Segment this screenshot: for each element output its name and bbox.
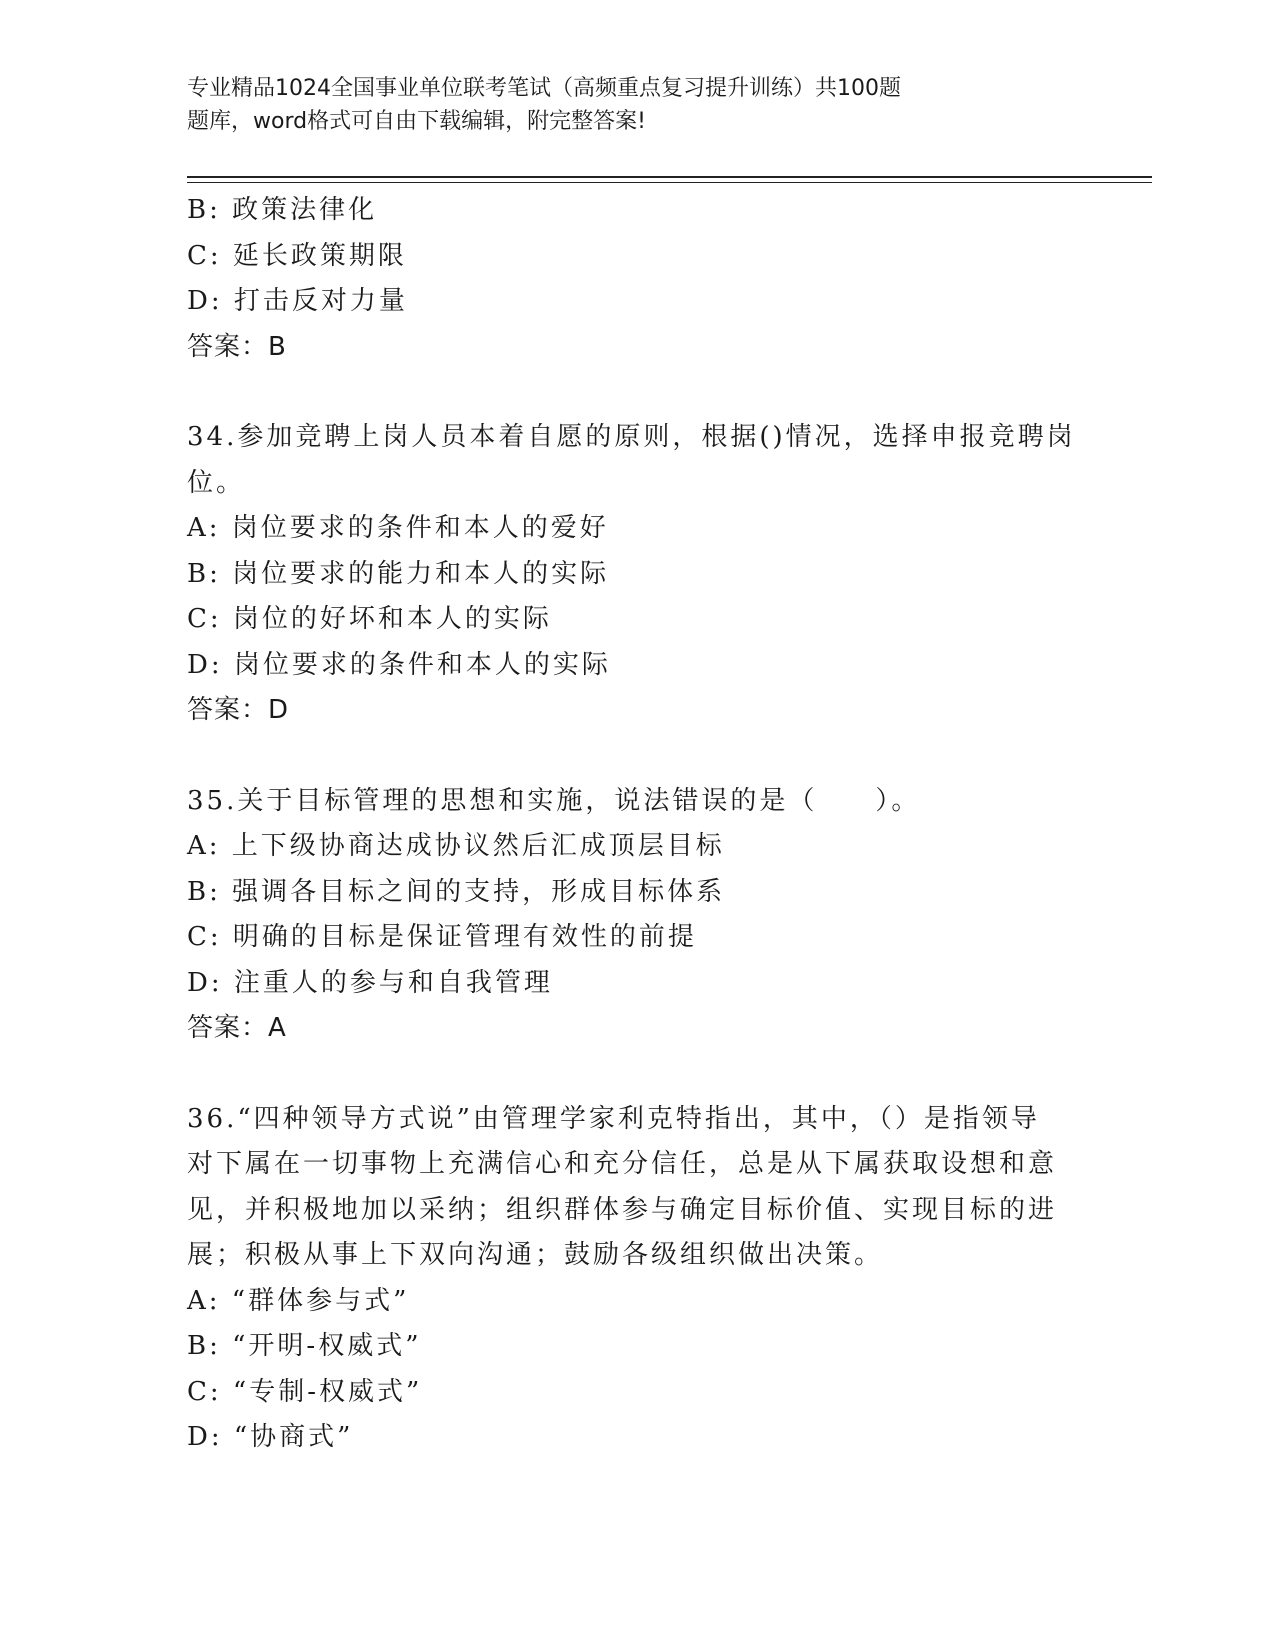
option-b: B: 政策法律化: [187, 195, 378, 225]
answer-line: 答案：B: [187, 331, 287, 362]
question-stem-line: 对下属在一切事物上充满信心和充分信任，总是从下属获取设想和意: [187, 1149, 1058, 1179]
answer-line: 答案：D: [187, 695, 290, 725]
option-b: B: “开明-权威式”: [187, 1331, 422, 1361]
question-spacer: [187, 734, 1087, 779]
question-stem-line: 35.关于目标管理的思想和实施，说法错误的是（ ）。: [187, 785, 921, 816]
question-33-tail: [187, 188, 1087, 370]
header-title-line-2: 题库，word格式可自由下载编辑，附完整答案!: [187, 109, 646, 134]
question-stem-line: 36.“四种领导方式说”由管理学家利克特指出，其中，（）是指领导: [187, 1103, 1040, 1134]
option-c: C: “专制-权威式”: [187, 1376, 423, 1407]
option-c: C: 延长政策期限: [187, 240, 407, 271]
option-a: A: “群体参与式”: [187, 1285, 410, 1316]
question-spacer: [187, 370, 1087, 415]
answer-line: 答案：A: [187, 1013, 287, 1043]
question-stem-line: 34.参加竞聘上岗人员本着自愿的原则，根据()情况，选择申报竞聘岗: [187, 422, 1076, 452]
question-34: [187, 415, 1087, 734]
option-c: C: 岗位的好坏和本人的实际: [187, 604, 552, 634]
header-title-line-1: 专业精品1024全国事业单位联考笔试（高频重点复习提升训练）共100题: [187, 76, 901, 101]
option-d: D: 打击反对力量: [187, 286, 408, 316]
header-divider-thick: [187, 176, 1152, 178]
header-divider-thin: [187, 182, 1152, 183]
question-35: [187, 779, 1087, 1052]
option-d: D: 岗位要求的条件和本人的实际: [187, 649, 611, 680]
question-spacer: [187, 1052, 1087, 1097]
question-stem-line: 展；积极从事上下双向沟通；鼓励各级组织做出决策。: [187, 1240, 884, 1270]
option-d: D: “协商式”: [187, 1422, 354, 1452]
document-header: [187, 72, 1017, 138]
question-stem-line: 见，并积极地加以采纳；组织群体参与确定目标价值、实现目标的进: [187, 1194, 1058, 1225]
question-list: [187, 188, 1087, 1461]
option-b: B: 岗位要求的能力和本人的实际: [187, 558, 610, 589]
option-c: C: 明确的目标是保证管理有效性的前提: [187, 922, 697, 952]
question-stem-line: 位。: [187, 467, 246, 498]
option-a: A: 上下级协商达成协议然后汇成顶层目标: [187, 831, 725, 861]
option-b: B: 强调各目标之间的支持，形成目标体系: [187, 876, 726, 907]
question-36: [187, 1097, 1087, 1461]
option-a: A: 岗位要求的条件和本人的爱好: [187, 513, 609, 543]
option-d: D: 注重人的参与和自我管理: [187, 967, 553, 998]
